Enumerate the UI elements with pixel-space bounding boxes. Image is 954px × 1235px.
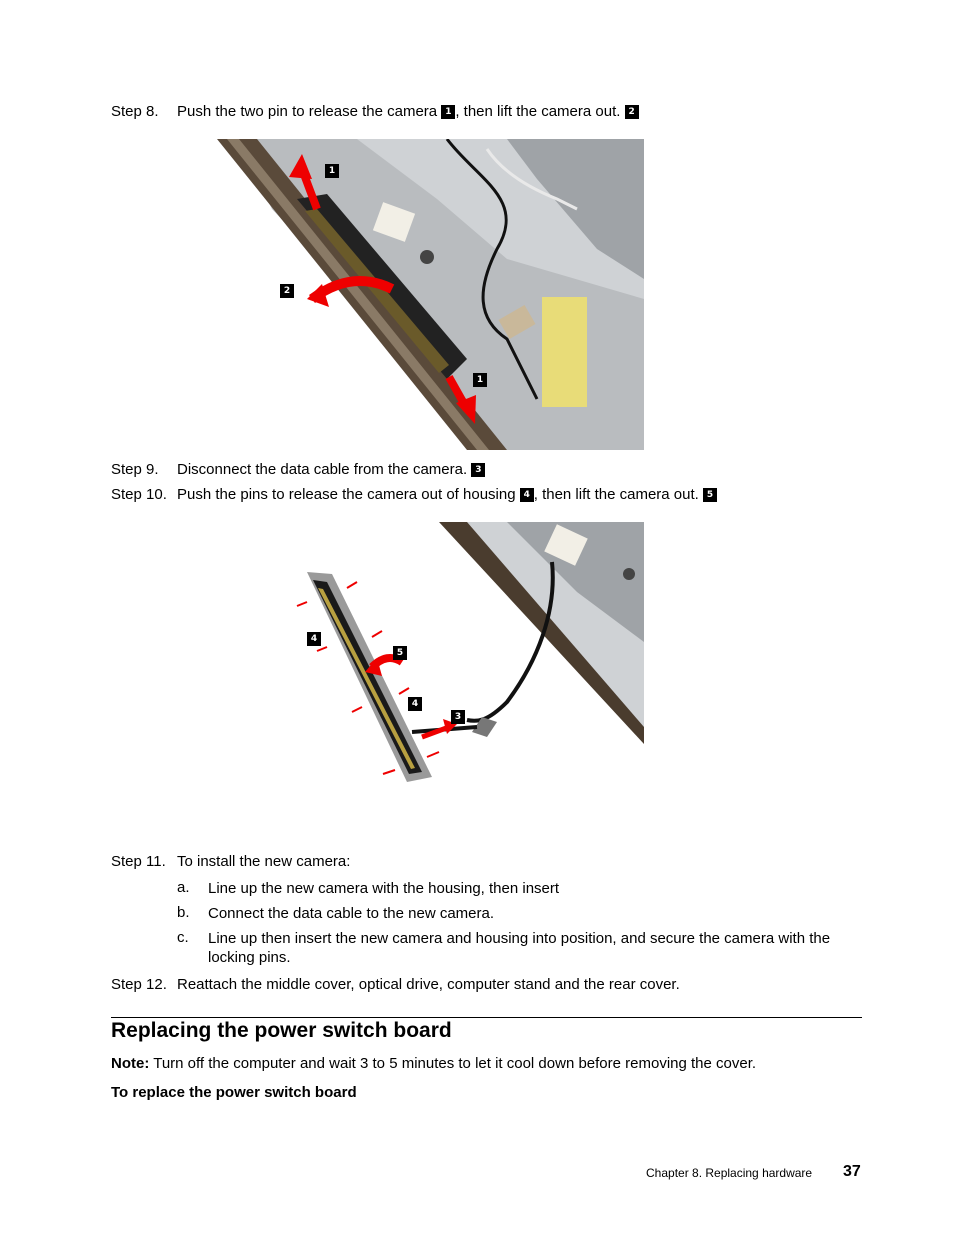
- camera-housing-photo: [177, 522, 644, 840]
- substep-c-text: Line up then insert the new camera and housing into position, and secure the camera with the locking pins.: [208, 930, 831, 966]
- photo2-callout-4: 4: [307, 632, 321, 646]
- substep-b-text: Connect the data cable to the new camera.: [208, 905, 495, 922]
- note-label: Note:: [111, 1055, 150, 1072]
- procedure-heading: To replace the power switch board: [111, 1084, 357, 1101]
- substep-a-text: Line up the new camera with the housing, then insert: [208, 880, 560, 897]
- substep-c-letter: c.: [177, 929, 189, 946]
- step-9-text-a: Disconnect the data cable from the camera.: [177, 461, 468, 478]
- step-10-text: [177, 486, 717, 503]
- note-text: Turn off the computer and wait 3 to 5 minutes to let it cool down before removing the cover.: [149, 1055, 757, 1072]
- camera-housing-illustration: [177, 522, 644, 840]
- step-8-number: Step 8.: [111, 103, 159, 120]
- substep-b-letter: b.: [177, 904, 190, 921]
- footer-chapter: Chapter 8. Replacing hardware: [646, 1166, 813, 1180]
- section-title: Replacing the power switch board: [111, 1019, 452, 1042]
- step-8-text: [177, 103, 639, 120]
- step-8-text-b: , then lift the camera out.: [455, 103, 621, 120]
- step-10-text-b: , then lift the camera out.: [533, 486, 699, 503]
- photo1-callout-1b: 1: [473, 373, 487, 387]
- page-number: 37: [843, 1163, 861, 1180]
- camera-removal-photo: [177, 139, 644, 450]
- step-9-number: Step 9.: [111, 461, 159, 478]
- step-9-text: [177, 461, 485, 478]
- step-11-number: Step 11.: [111, 853, 166, 870]
- step-10-text-a: Push the pins to release the camera out of housing: [177, 486, 516, 503]
- note: [111, 1055, 756, 1072]
- photo1-callout-2: 2: [280, 284, 294, 298]
- callout-4: 4: [520, 488, 534, 502]
- callout-3: 3: [471, 463, 485, 477]
- section-divider: [111, 1017, 862, 1018]
- step-11-text: To install the new camera:: [177, 853, 351, 870]
- photo1-callout-1: 1: [325, 164, 339, 178]
- step-10-number: Step 10.: [111, 486, 167, 503]
- callout-5: 5: [703, 488, 717, 502]
- step-12-number: Step 12.: [111, 976, 167, 993]
- photo2-callout-3: 3: [451, 710, 465, 724]
- substep-a-letter: a.: [177, 879, 190, 896]
- callout-1: 1: [441, 105, 455, 119]
- photo2-callout-4b: 4: [408, 697, 422, 711]
- photo2-callout-5: 5: [393, 646, 407, 660]
- camera-removal-illustration: [177, 139, 644, 450]
- step-8-text-a: Push the two pin to release the camera: [177, 103, 438, 120]
- callout-2: 2: [625, 105, 639, 119]
- step-12-text: Reattach the middle cover, optical drive, computer stand and the rear cover.: [177, 976, 680, 993]
